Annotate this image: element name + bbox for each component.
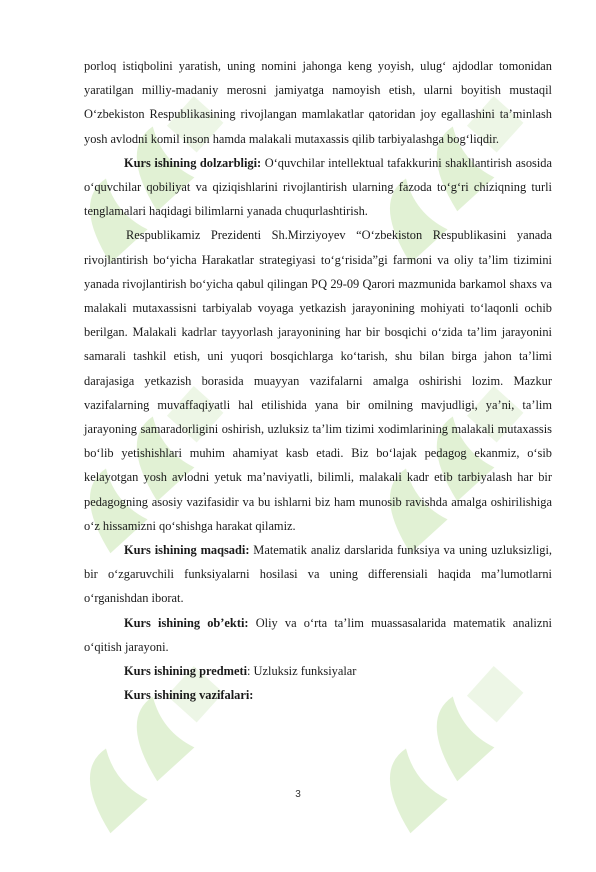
paragraph-intro: porloq istiqbolini yaratish, uning nomini jahonga keng yoyish, ulug‘ ajdodlar tomonidan yaratilgan milliy-madaniy merosni jamiyatga namoyish etish, ularni boyitish mustaqil O‘zbekiston Respublikasining rivojlangan mamlakatlar qatoridan joy egallashini ta’minlash yosh avlodni komil inson hamda malakali mutaxassis qilib tarbiyalashga bog‘liqdir. <box>84 59 552 146</box>
paragraph-relevance <box>84 151 552 224</box>
paragraph-subject <box>84 659 552 683</box>
document-body <box>84 54 552 707</box>
paragraph-text: Matematik analiz darslarida funksiya va uning uzluksizligi, bir o‘zgaruvchili funksiyalarni hosilasi va uning differensiali haqida ma’lumotlarni o‘rganishdan iborat. <box>84 543 552 606</box>
paragraph-president-decree: Respublikamiz Prezidenti Sh.Mirziyoyev “O‘zbekiston Respublikasini yanada rivojlantirish bo‘yicha Harakatlar strategiyasi to‘g‘risida”gi farmoni va oliy ta’lim tizimini yanada rivojlantirish bo‘yicha qabul qilingan PQ 29-09 Qarori mazmunida barkamol shaxs va malakali mutaxassisni tarbiyalab voyaga yetkazish jarayonining mohiyati to‘laqonli ochib berilgan. Malakali kadrlar tayyorlash jarayonining har bir bosqichi o‘zida ta’lim jarayonini samarali tashkil etish, uni yuqori bosqichlarga ko‘tarish, shu bilan birga jahon ta’limi darajasiga yetkazish borasida muayyan vazifalarni amalga oshirishi lozim. Mazkur vazifalarning muvaffaqiyatli hal etilishida yana bir omilning mavjudligi, ya’ni, ta’lim jarayoning samaradorligini oshirish, uzluksiz ta’lim tizimi xodimlarining malakali mutaxassis bo‘lib yetishishlari muhim ahamiyat kasb etadi. Biz bo‘lajak pedagog ekanmiz, o‘sib kelayotgan yosh avlodni yetuk ma’naviyatli, bilimli, malakali kadr etib tarbiyalash har bir pedagogning asosiy vazifasidir va bu ishlarni biz ham munosib ravishda amalga oshirilishiga o‘z hissamizni qo‘shishga harakat qilamiz. <box>84 228 552 533</box>
section-heading: Kurs ishining dolzarbligi: <box>124 155 262 170</box>
paragraph-tasks <box>84 683 552 707</box>
section-heading: Kurs ishining ob’ekti: <box>124 615 249 630</box>
section-heading: Kurs ishining predmeti <box>124 664 248 679</box>
section-heading: Kurs ishining vazifalari: <box>124 688 254 703</box>
paragraph-text: O‘quvchilar intellektual tafakkurini shakllantirish asosida o‘quvchilar qobiliyat va qiziqishlarini rivojlantirish ularning fazoda to‘g‘ri chiziqning turli tenglamalari haqidagi bilimlarni yanada chuqurlashtirish. <box>84 155 553 219</box>
page-number: 3 <box>295 789 301 800</box>
paragraph-goal <box>84 538 552 611</box>
paragraph-text: Oliy va o‘rta ta’lim muassasalarida matematik analizni o‘qitish jarayoni. <box>84 615 552 654</box>
section-heading: Kurs ishining maqsadi: <box>124 543 250 558</box>
paragraph-object <box>84 611 552 659</box>
paragraph-text: : Uzluksiz funksiyalar <box>247 664 357 679</box>
